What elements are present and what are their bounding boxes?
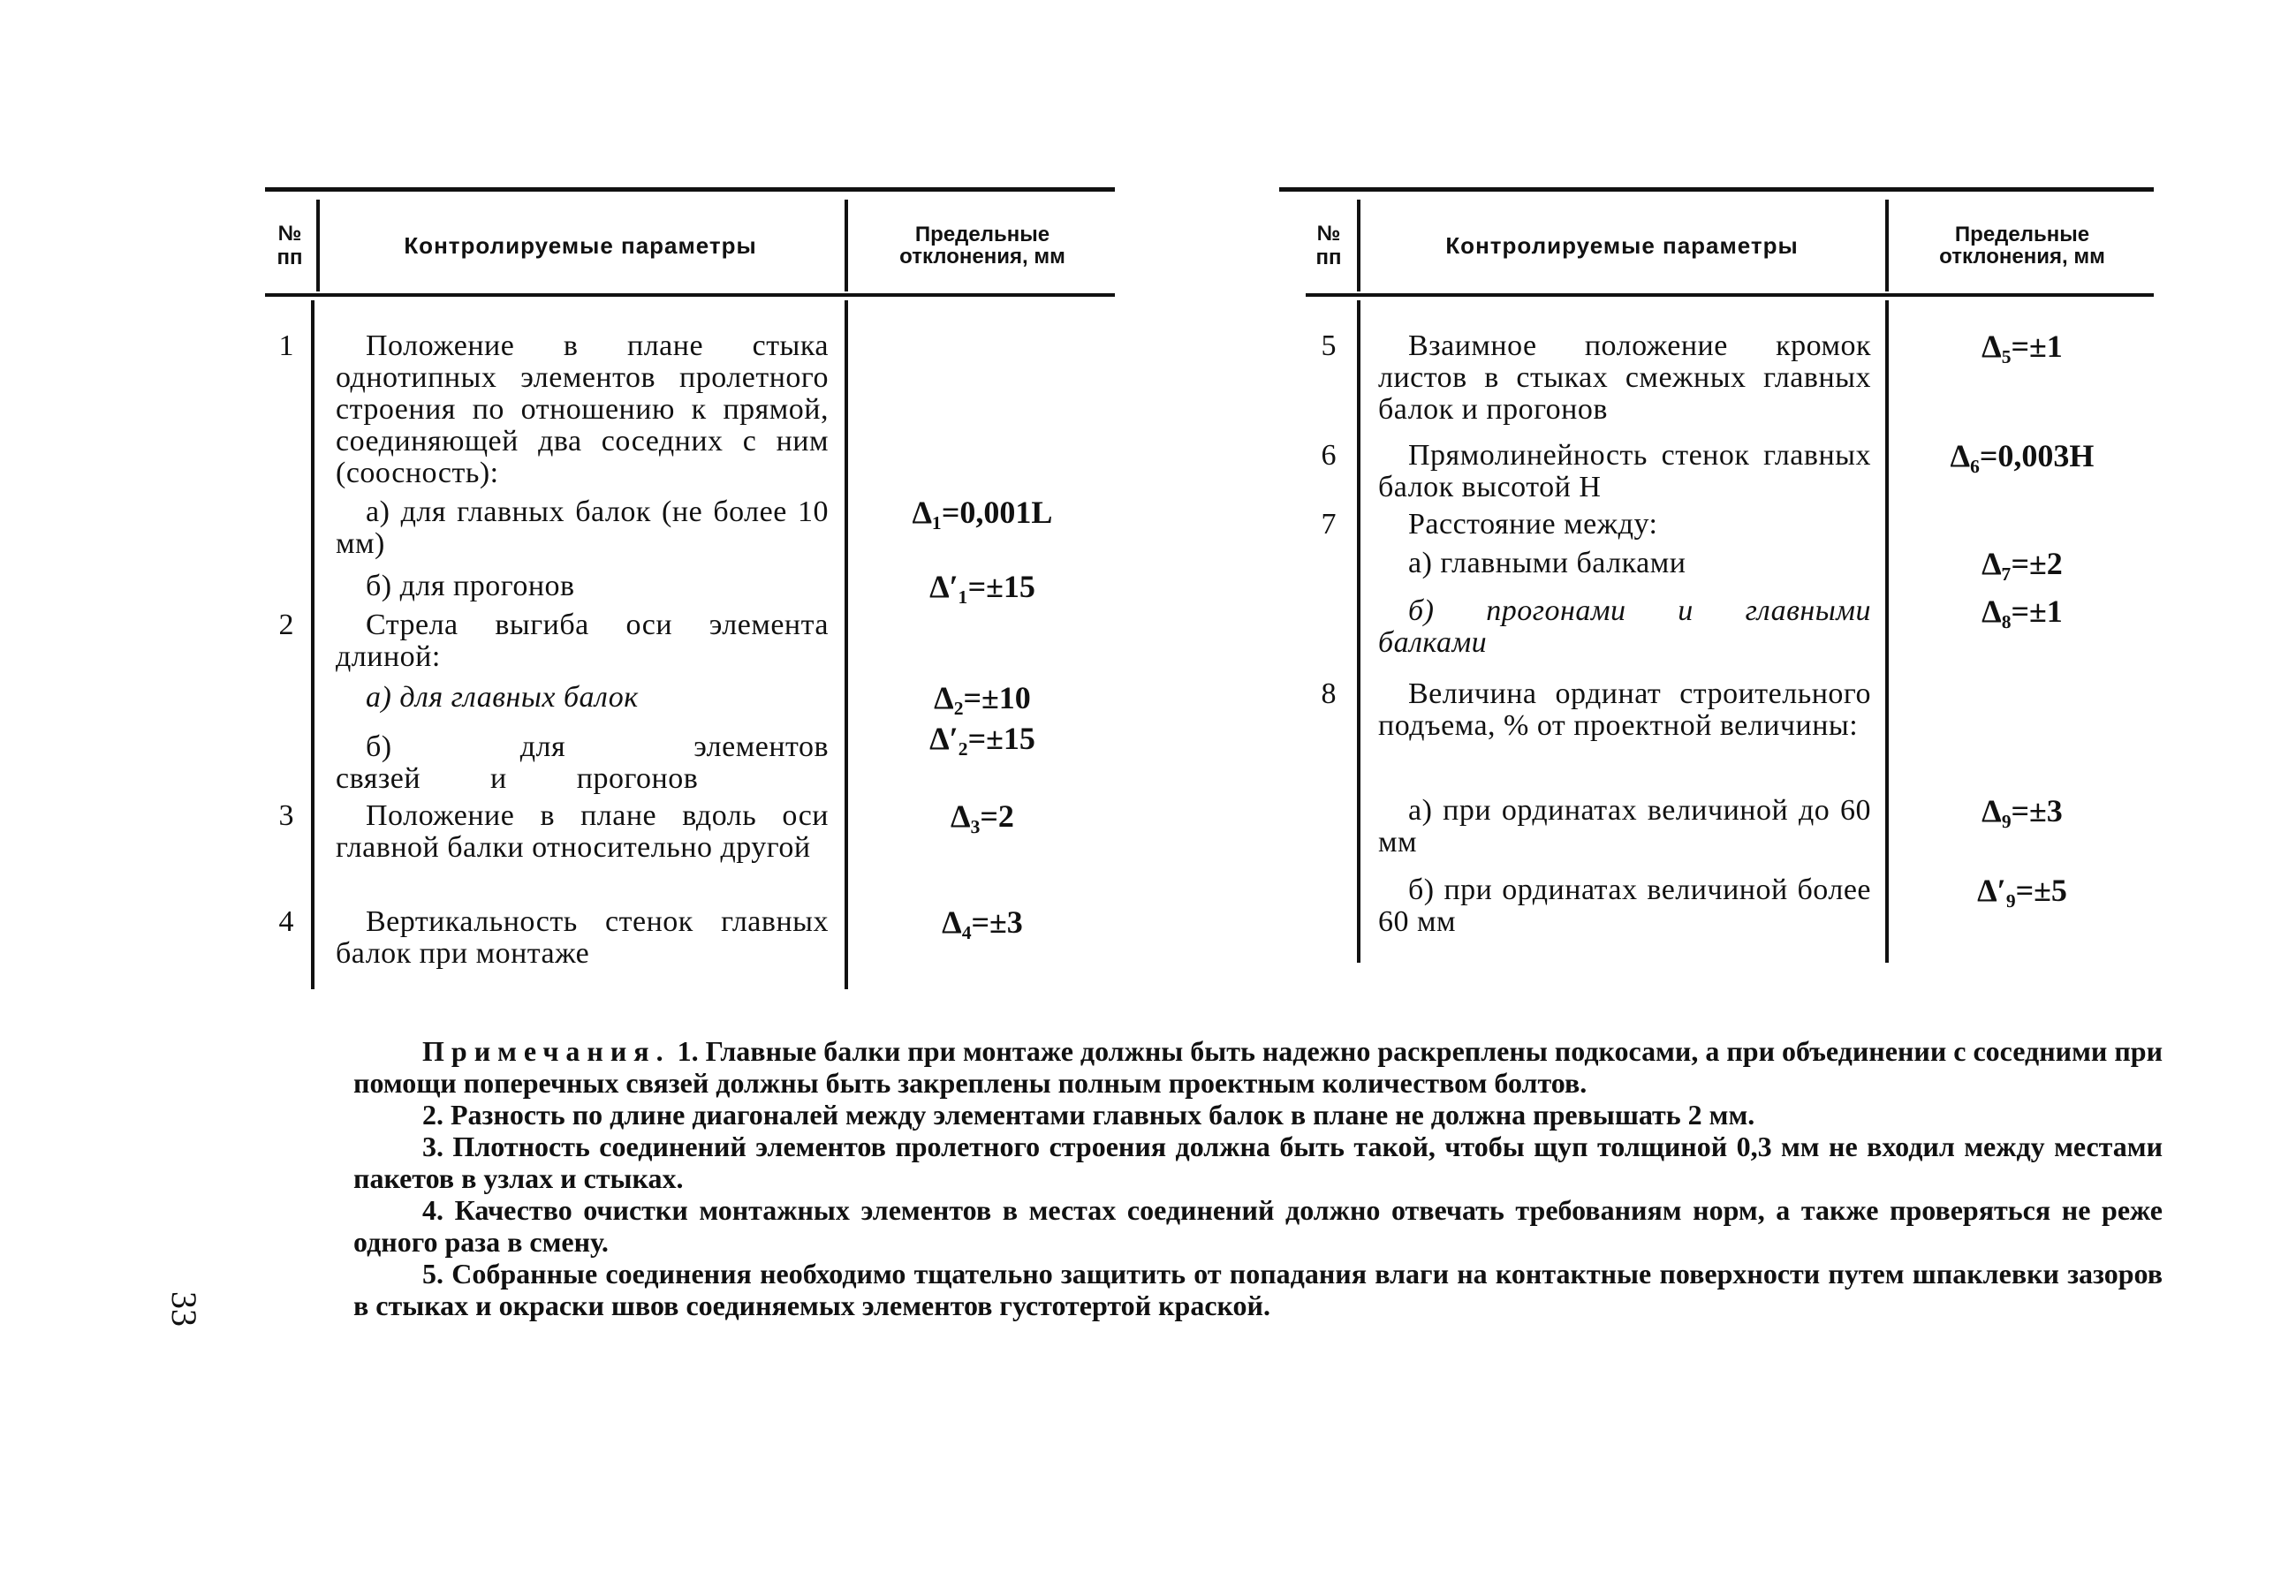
row-text: Положение в плане вдоль оси главной балки относительно другой xyxy=(336,799,829,864)
notes-block xyxy=(353,1035,2163,1321)
column-divider xyxy=(845,200,848,291)
note-item: 2. Разность по длине диагоналей между элементами главных балок в плане не должна превышать 2 мм. xyxy=(422,1099,1755,1131)
column-divider xyxy=(311,300,314,989)
row-value: Δ′₂=±15 xyxy=(929,721,1035,756)
row-text: Взаимное положение кромок листов в стыках смежных главных балок и прогонов xyxy=(1378,329,1871,426)
table-top-rule xyxy=(1279,187,2154,192)
row-text: б) при ординатах величиной более 60 мм xyxy=(1378,874,1871,938)
row-text: Стрела выгиба оси элемента длиной: xyxy=(336,609,829,673)
header-param: Контролируемые параметры xyxy=(1445,231,1799,259)
row-value: Δ₇=±2 xyxy=(1982,546,2063,581)
note-item: 4. Качество очистки монтажных элементов в местах соединений должно отвечать требованиям норм, а также проверяться не реже одного раза в смену. xyxy=(353,1194,2163,1258)
right-table xyxy=(1279,187,2154,964)
row-number: 6 xyxy=(1321,439,1337,472)
row-text: Расстояние между: xyxy=(1408,508,1658,541)
row-text: Положение в плане стыка однотипных элементов пролетного строения по отношению к прямой, соединяющей два соседних с ним (соосность): xyxy=(336,329,829,489)
row-text: а) для главных балок xyxy=(366,681,639,714)
column-divider xyxy=(1357,200,1360,291)
row-value: Δ₉=±3 xyxy=(1982,793,2063,828)
header-deviation: Предельные отклонения, мм xyxy=(1939,223,2105,269)
header-num: № пп xyxy=(1315,222,1342,269)
row-number: 4 xyxy=(278,905,294,938)
column-divider xyxy=(1885,300,1889,963)
row-text: б) прогонами и главными балками xyxy=(1378,594,1871,659)
table-top-rule xyxy=(265,187,1115,192)
row-text: Вертикальность стенок главных балок при монтаже xyxy=(336,905,829,970)
column-divider xyxy=(845,300,848,989)
row-value: Δ′₁=±15 xyxy=(929,569,1035,604)
row-number: 3 xyxy=(278,799,294,832)
header-deviation: Предельные отклонения, мм xyxy=(899,223,1065,269)
row-value: Δ′₉=±5 xyxy=(1977,873,2067,908)
row-text: Прямолинейность стенок главных балок высотой H xyxy=(1378,439,1871,503)
row-text: а) главными балками xyxy=(1408,547,1686,579)
row-value: Δ₄=±3 xyxy=(942,904,1023,940)
table-header-rule xyxy=(265,293,1115,297)
column-divider xyxy=(1357,300,1360,963)
row-number: 8 xyxy=(1321,677,1337,710)
row-number: 5 xyxy=(1321,329,1337,362)
row-text: б) для прогонов xyxy=(366,570,575,602)
row-text: а) для главных балок (не более 10 мм) xyxy=(336,495,829,560)
row-number: 2 xyxy=(278,609,294,641)
row-value: Δ₆=0,003H xyxy=(1950,438,2095,473)
row-number: 1 xyxy=(278,329,294,362)
row-text: а) при ординатах величиной до 60 мм xyxy=(1378,794,1871,859)
row-number: 7 xyxy=(1321,508,1337,541)
left-table xyxy=(265,187,1115,991)
header-num: № пп xyxy=(277,222,303,269)
column-divider xyxy=(1885,200,1889,291)
table-header-rule xyxy=(1306,293,2154,297)
note-item: Примечания. 1. Главные балки при монтаже должны быть надежно раскреплены подкосами, а при объединении с соседними при помощи поперечных связей должны быть закреплены полным проектным количеством болтов. xyxy=(353,1035,2163,1099)
row-value: Δ₂=±10 xyxy=(934,680,1031,715)
row-text: б) для элементов связей и прогонов xyxy=(336,730,829,795)
note-item: 5. Собранные соединения необходимо тщательно защитить от попадания влаги на контактные поверхности путем шпаклевки зазоров в стыках и окраски швов соединяемых элементов густотертой краской. xyxy=(353,1258,2163,1321)
notes-title: Примечания. xyxy=(422,1035,671,1067)
header-param: Контролируемые параметры xyxy=(404,231,757,259)
row-value: Δ₃=2 xyxy=(951,798,1014,834)
page-number: 33 xyxy=(164,1291,204,1327)
row-value: Δ₁=0,001L xyxy=(912,495,1053,530)
note-item: 3. Плотность соединений элементов пролетного строения должна быть такой, чтобы щуп толщиной 0,3 мм не входил между местами пакетов в узлах и стыках. xyxy=(353,1131,2163,1194)
row-value: Δ₈=±1 xyxy=(1982,594,2063,629)
row-text: Величина ординат строительного подъема, % от проектной величины: xyxy=(1378,677,1871,742)
row-value: Δ₅=±1 xyxy=(1982,329,2063,364)
